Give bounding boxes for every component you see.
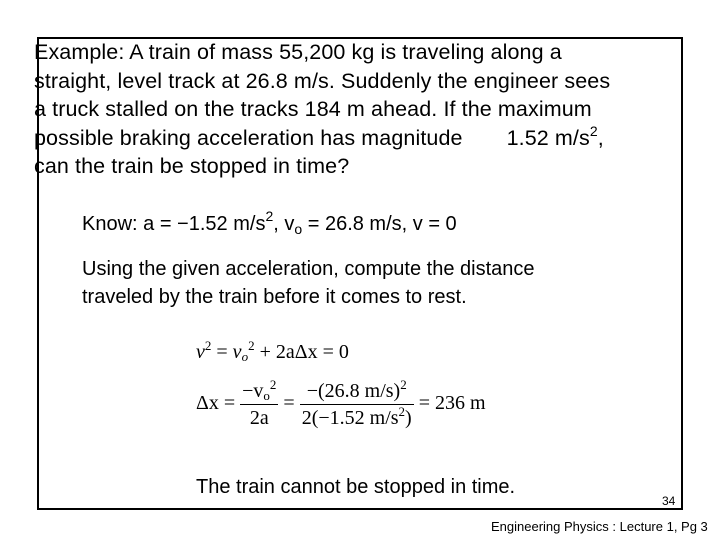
comma: , bbox=[597, 125, 604, 150]
distance-equation bbox=[196, 378, 486, 448]
conclusion: The train cannot be stopped in time. bbox=[196, 476, 516, 498]
acceleration-value: 1.52 m/s bbox=[506, 125, 590, 150]
num-text: −(26.8 m/s) bbox=[306, 380, 401, 402]
lhs: Δx = bbox=[196, 392, 241, 415]
fraction-numeric bbox=[300, 378, 414, 431]
subscript: o bbox=[294, 221, 303, 237]
den-close: ) bbox=[405, 407, 412, 429]
subscript: o bbox=[263, 388, 270, 403]
numerator bbox=[300, 378, 414, 405]
subscript: o bbox=[241, 349, 249, 364]
exponent: 2 bbox=[248, 338, 255, 353]
method-line: Using the given acceleration, compute the distance bbox=[82, 258, 535, 280]
var-v: v bbox=[196, 341, 205, 363]
exponent: 2 bbox=[265, 208, 274, 224]
method-line: traveled by the train before it comes to rest. bbox=[82, 286, 467, 308]
known-values bbox=[82, 210, 457, 238]
denominator bbox=[300, 405, 414, 431]
exponent: 2 bbox=[398, 404, 406, 419]
problem-statement bbox=[34, 38, 694, 181]
problem-line: can the train be stopped in time? bbox=[34, 154, 350, 178]
numerator bbox=[240, 378, 278, 405]
page-number: 34 bbox=[662, 494, 676, 508]
den-text: 2(−1.52 m/s bbox=[301, 407, 399, 429]
problem-line: Example: A train of mass 55,200 kg is traveling along a bbox=[34, 40, 562, 64]
known-suffix: = 26.8 m/s, v = 0 bbox=[302, 213, 457, 235]
num-text: −v bbox=[242, 380, 264, 402]
problem-text: possible braking acceleration has magnitude bbox=[34, 125, 463, 150]
problem-line: a truck stalled on the tracks 184 m ahead. If the maximum bbox=[34, 97, 592, 121]
fraction-symbolic bbox=[240, 378, 278, 431]
exponent: 2 bbox=[589, 122, 598, 139]
result: = 236 m bbox=[418, 392, 486, 415]
exponent: 2 bbox=[400, 377, 407, 392]
known-prefix: Know: a = −1.52 m/s bbox=[82, 213, 266, 235]
equals: = bbox=[283, 392, 300, 415]
exponent: 2 bbox=[204, 338, 212, 353]
kinematic-equation bbox=[196, 338, 349, 364]
equals: = bbox=[211, 341, 233, 363]
equation-rest: + 2aΔx = 0 bbox=[254, 341, 349, 363]
known-mid: , v bbox=[273, 213, 295, 235]
footer: Engineering Physics : Lecture 1, Pg 3 bbox=[491, 519, 708, 534]
exponent: 2 bbox=[269, 377, 277, 392]
method-text bbox=[82, 255, 535, 311]
problem-line: straight, level track at 26.8 m/s. Suddenly the engineer sees bbox=[34, 68, 611, 93]
problem-line bbox=[34, 124, 694, 153]
var-vo: v bbox=[232, 341, 242, 363]
denominator: 2a bbox=[249, 407, 269, 429]
